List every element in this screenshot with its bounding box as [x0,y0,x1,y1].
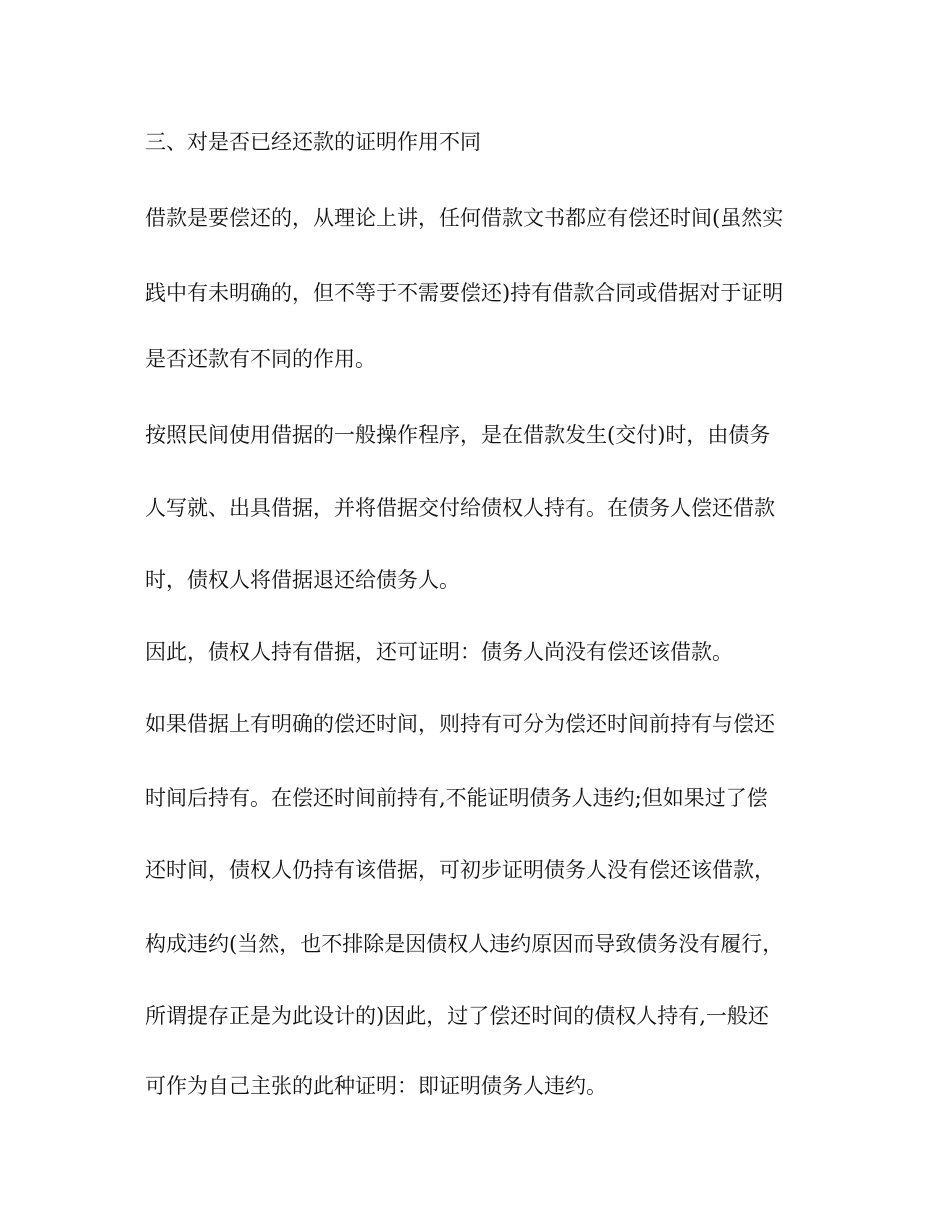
paragraph-line: 是否还款有不同的作用。 [145,347,376,371]
section-heading: 三、对是否已经还款的证明作用不同 [145,130,481,154]
paragraph-line: 时间后持有。在偿还时间前持有,不能证明债务人违约;但如果过了偿 [145,786,768,810]
paragraph-line: 构成违约(当然，也不排除是因债权人违约原因而导致债务没有履行， [145,932,784,956]
paragraph-line: 借款是要偿还的，从理论上讲，任何借款文书都应有偿还时间(虽然实 [145,206,784,230]
paragraph-line: 时，债权人将借据退还给债务人。 [145,568,460,592]
paragraph-line: 如果借据上有明确的偿还时间，则持有可分为偿还时间前持有与偿还 [145,712,775,736]
paragraph-line: 按照民间使用借据的一般操作程序，是在借款发生(交付)时，由债务 [145,423,771,447]
paragraph-line: 因此，债权人持有借据，还可证明：债务人尚没有偿还该借款。 [145,640,733,664]
paragraph-line: 践中有未明确的，但不等于不需要偿还)持有借款合同或借据对于证明 [145,281,784,305]
paragraph-line: 可作为自己主张的此种证明：即证明债务人违约。 [145,1074,607,1098]
paragraph-line: 人写就、出具借据，并将借据交付给债权人持有。在债务人偿还借款 [145,496,775,520]
paragraph-line: 所谓提存正是为此设计的)因此，过了偿还时间的债权人持有,一般还 [145,1004,769,1028]
paragraph-line: 还时间，债权人仍持有该借据，可初步证明债务人没有偿还该借款， [145,858,775,882]
